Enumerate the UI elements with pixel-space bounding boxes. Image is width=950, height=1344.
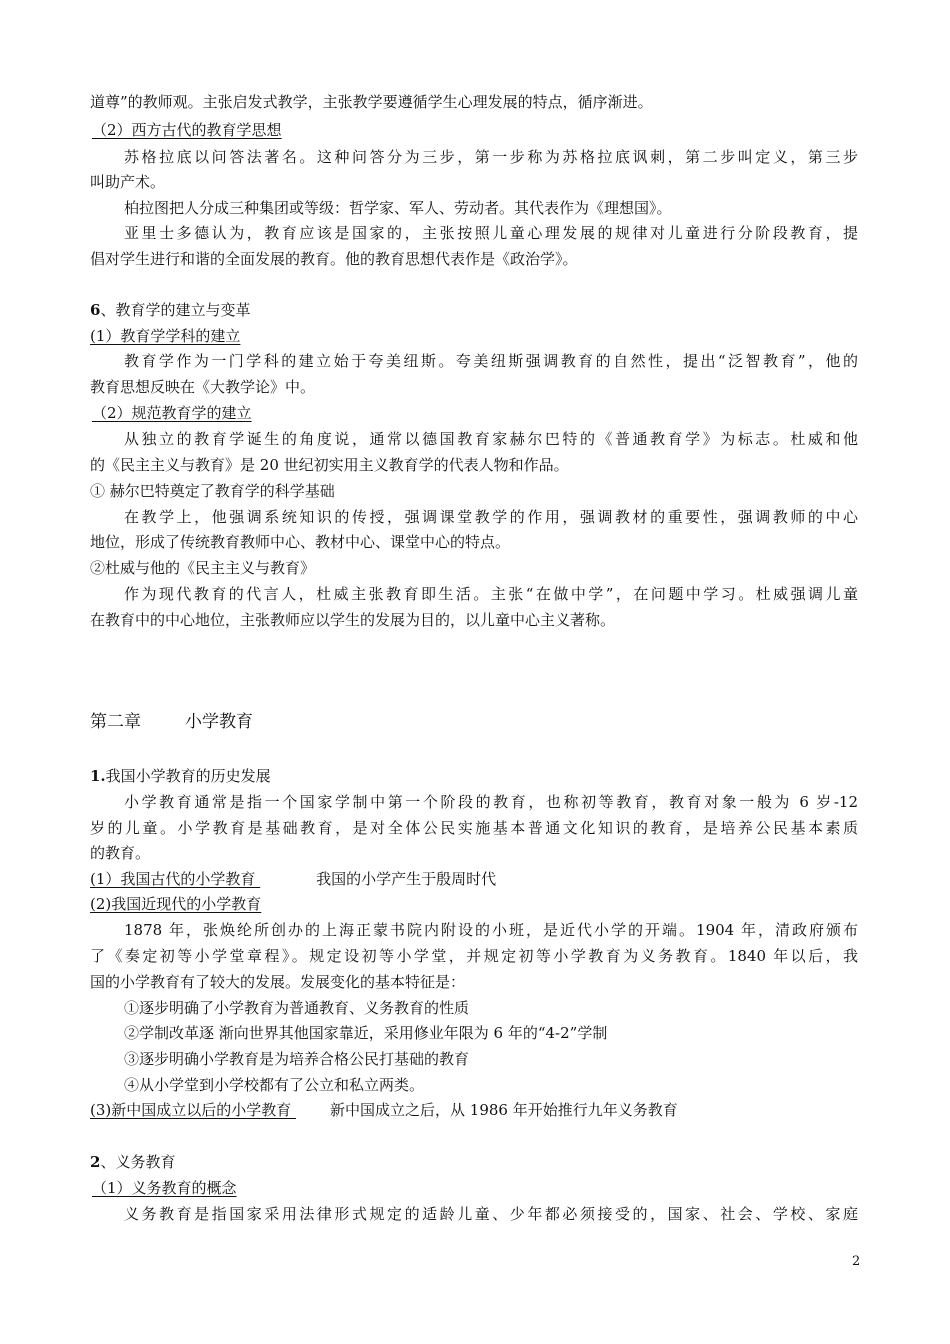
paragraph-line: 苏格拉底以问答法著名。这种问答分为三步，第一步称为苏格拉底讽刺，第二步叫定义，第三步: [124, 148, 858, 166]
section-heading: [90, 766, 271, 786]
paragraph-line: 叫助产术。: [90, 173, 166, 191]
list-item: ①逐步明确了小学教育为普通教育、义务教育的性质: [124, 999, 470, 1017]
section-number: 1.: [90, 767, 106, 785]
paragraph-line: 教育思想反映在《大教学论》中。: [90, 378, 316, 396]
paragraph-line: 从独立的教育学诞生的角度说，通常以德国教育家赫尔巴特的《普通教育学》为标志。杜威和他: [124, 430, 858, 448]
paragraph-line: 教育学作为一门学科的建立始于夸美纽斯。夸美纽斯强调教育的自然性，提出“泛智教育”，他的: [124, 352, 858, 370]
paragraph-line: 倡对学生进行和谐的全面发展的教育。他的教育思想代表作是《政治学》。: [90, 250, 578, 268]
section-title: 、义务教育: [100, 1153, 176, 1171]
chapter-name: 小学教育: [185, 712, 253, 732]
subsection-heading: (2)我国近现代的小学教育: [90, 895, 262, 913]
list-item: ③逐步明确小学教育是为培养合格公民打基础的教育: [124, 1050, 470, 1068]
list-item: ① 赫尔巴特奠定了教育学的科学基础: [90, 482, 335, 500]
subsection-heading: （2）规范教育学的建立: [92, 404, 252, 422]
paragraph-line: 地位，形成了传统教育教师中心、教材中心、课堂中心的特点。: [90, 533, 511, 551]
section-title: 我国小学教育的历史发展: [105, 767, 271, 785]
section-heading: [90, 1152, 175, 1172]
paragraph-line: 岁的儿童。小学教育是基础教育，是对全体公民实施基本普通文化知识的教育，是培养公民基本素质: [90, 819, 858, 837]
paragraph-line: 1878 年，张焕纶所创办的上海正蒙书院内附设的小班，是近代小学的开端。1904 年，清政府颁布: [124, 921, 858, 939]
paragraph-line: 在教学上，他强调系统知识的传授，强调课堂教学的作用，强调教材的重要性，强调教师的中心: [124, 508, 858, 526]
section-number: 2: [90, 1153, 101, 1171]
section-heading: [90, 300, 250, 320]
paragraph-line: 国的小学教育有了较大的发展。发展变化的基本特征是：: [90, 973, 466, 991]
paragraph-line: 义务教育是指国家采用法律形式规定的适龄儿童、少年都必须接受的，国家、社会、学校、家庭: [124, 1205, 858, 1223]
paragraph-line: 亚里士多德认为，教育应该是国家的，主张按照儿童心理发展的规律对儿童进行分阶段教育，提: [124, 224, 858, 242]
paragraph-line: 了《奏定初等小学堂章程》。规定设初等小学堂，并规定初等小学教育为义务教育。1840 年以后，我: [90, 947, 858, 965]
subsection-note: 新中国成立之后，从 1986 年开始推行九年义务教育: [330, 1101, 678, 1119]
list-item: ②学制改革逐 渐向世界其他国家靠近，采用修业年限为 6 年的“4-2”学制: [124, 1024, 608, 1042]
page-number: 2: [852, 1254, 861, 1269]
subsection-heading: （1）义务教育的概念: [92, 1179, 237, 1197]
paragraph-line: 的《民主主义与教育》是 20 世纪初实用主义教育学的代表人物和作品。: [90, 456, 569, 474]
paragraph-line: 柏拉图把人分成三种集团或等级：哲学家、军人、劳动者。其代表作为《理想国》。: [124, 199, 672, 217]
chapter-label: 第二章: [90, 712, 141, 732]
subsection-heading: [90, 1100, 678, 1120]
subsection-title: (3)新中国成立以后的小学教育: [90, 1101, 297, 1119]
list-item: ④从小学堂到小学校都有了公立和私立两类。: [124, 1076, 425, 1094]
section-number: 6: [90, 301, 101, 319]
list-item: ②杜威与他的《民主主义与教育》: [90, 559, 316, 577]
subsection-heading: [90, 869, 496, 889]
paragraph-line: 的教育。: [90, 844, 151, 862]
subsection-heading: (1）教育学学科的建立: [90, 327, 241, 345]
paragraph-line: 小学教育通常是指一个国家学制中第一个阶段的教育，也称初等教育，教育对象一般为 6 岁-12: [124, 793, 858, 811]
paragraph-line: 作为现代教育的代言人，杜威主张教育即生活。主张“在做中学”，在问题中学习。杜威强调儿童: [124, 585, 858, 603]
subsection-note: 我国的小学产生于殷周时代: [316, 870, 497, 888]
section-heading: （2）西方古代的教育学思想: [92, 121, 282, 139]
section-title: 、教育学的建立与变革: [100, 301, 251, 319]
chapter-title: [90, 712, 253, 732]
paragraph-line: 在教育中的中心地位，主张教师应以学生的发展为目的，以儿童中心主义著称。: [90, 611, 616, 629]
subsection-title: (1）我国古代的小学教育: [90, 870, 261, 888]
paragraph-line: 道尊”的教师观。主张启发式教学，主张教学要遵循学生心理发展的特点，循序渐进。: [90, 93, 653, 111]
